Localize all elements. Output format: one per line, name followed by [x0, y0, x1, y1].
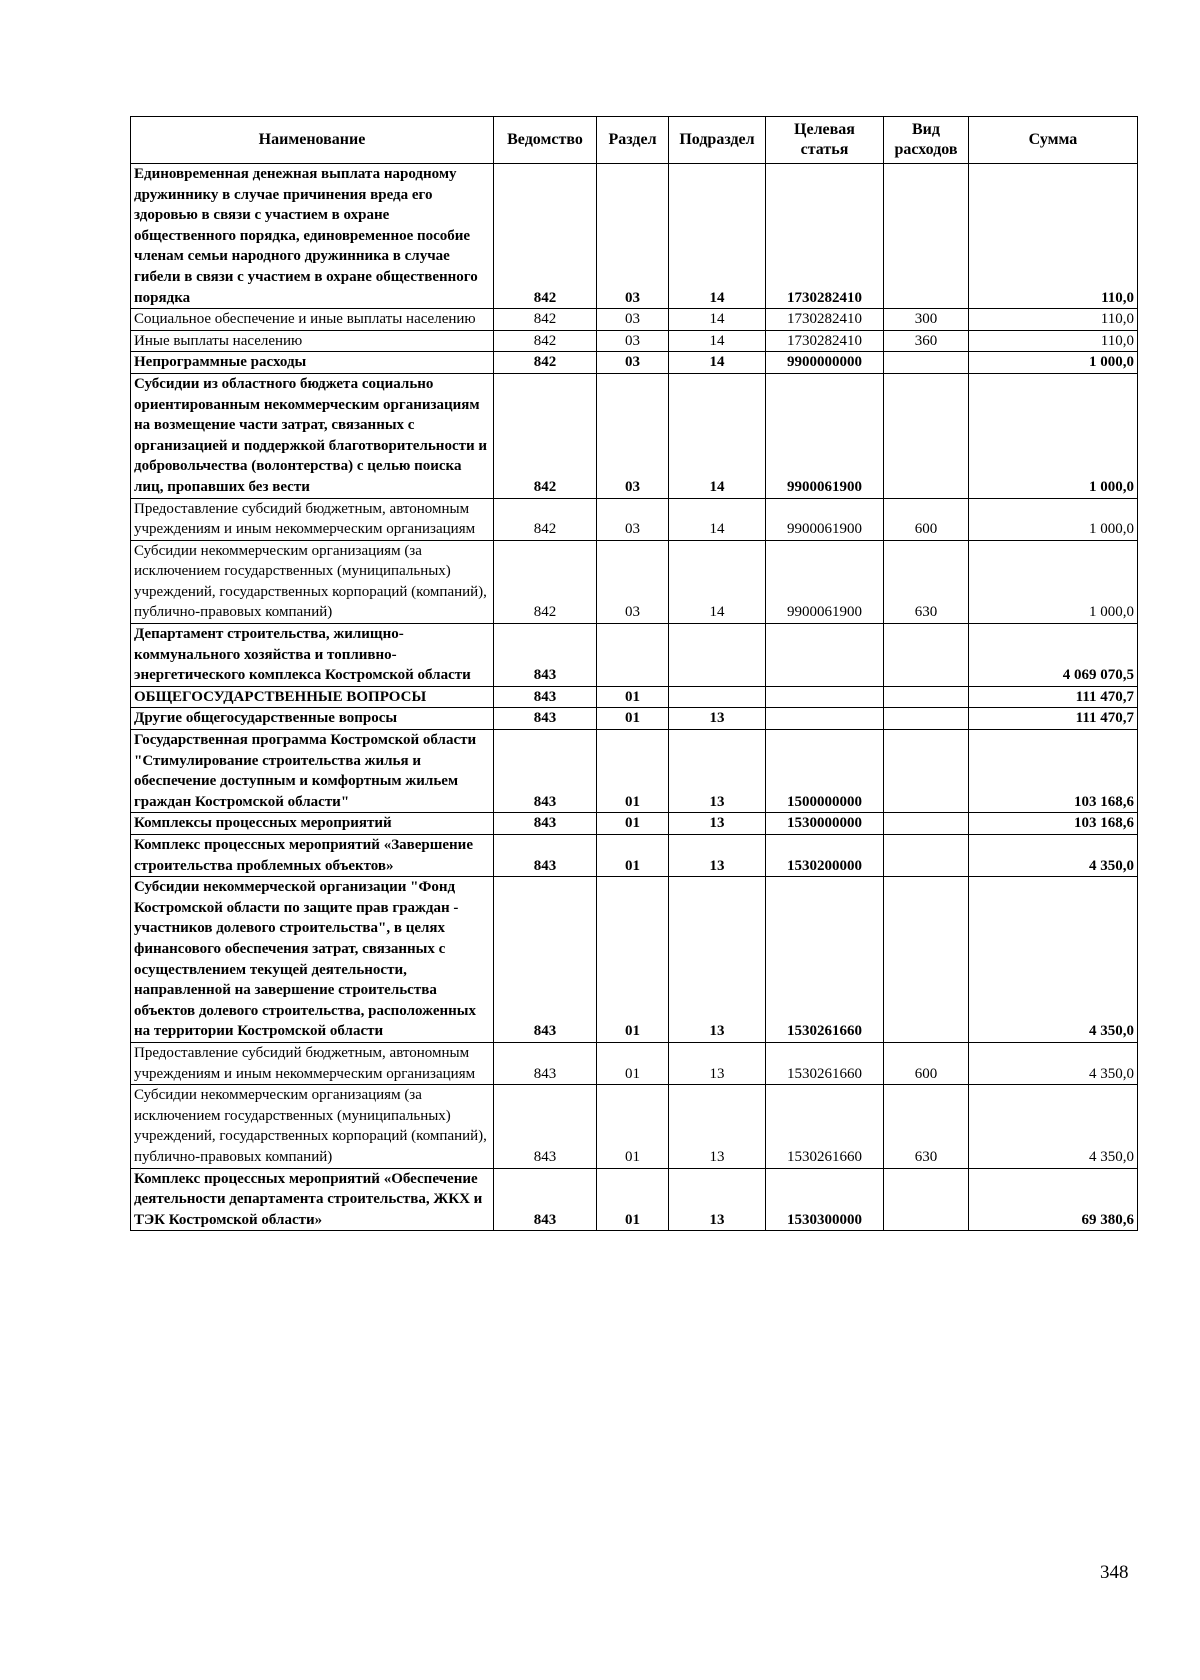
cell-type: [884, 352, 969, 374]
cell-name: Предоставление субсидий бюджетным, автономным учреждениям и иным некоммерческим организациям: [131, 498, 494, 540]
cell-sum: 111 470,7: [969, 708, 1138, 730]
cell-dept: 842: [494, 498, 597, 540]
cell-name: Комплекс процессных мероприятий «Обеспечение деятельности департамента строительства, ЖКХ и ТЭК Костромской области»: [131, 1168, 494, 1231]
cell-target: 9900000000: [766, 352, 884, 374]
cell-subsection: 14: [669, 164, 766, 309]
table-row: [131, 1085, 1138, 1168]
table-row: [131, 1168, 1138, 1231]
cell-dept: 843: [494, 1168, 597, 1231]
table-body: [131, 164, 1138, 1231]
budget-table: [130, 116, 1138, 1231]
cell-dept: 842: [494, 352, 597, 374]
cell-subsection: 14: [669, 540, 766, 623]
cell-name: Субсидии некоммерческой организации "Фонд Костромской области по защите прав граждан - участников долевого строительства", в целях финансового обеспечения затрат, связанных с осуществлением текущей деятельности, направленной на завершение строительства объектов долевого строительства, расположенных на территории Костромской области: [131, 877, 494, 1043]
cell-name: Социальное обеспечение и иные выплаты населению: [131, 309, 494, 331]
cell-section: 01: [597, 1168, 669, 1231]
cell-target: 1530000000: [766, 813, 884, 835]
cell-dept: 843: [494, 686, 597, 708]
cell-sum: 4 350,0: [969, 877, 1138, 1043]
cell-subsection: 13: [669, 813, 766, 835]
table-row: [131, 708, 1138, 730]
cell-name: Государственная программа Костромской области "Стимулирование строительства жилья и обеспечение доступным и комфортным жильем граждан Костромской области": [131, 730, 494, 813]
cell-section: 01: [597, 1085, 669, 1168]
cell-name: Непрограммные расходы: [131, 352, 494, 374]
cell-section: [597, 624, 669, 687]
cell-type: [884, 164, 969, 309]
cell-section: 03: [597, 498, 669, 540]
table-row: [131, 813, 1138, 835]
cell-target: 9900061900: [766, 373, 884, 498]
cell-section: 01: [597, 877, 669, 1043]
cell-sum: 69 380,6: [969, 1168, 1138, 1231]
cell-sum: 1 000,0: [969, 373, 1138, 498]
cell-section: 01: [597, 813, 669, 835]
cell-target: 1730282410: [766, 330, 884, 352]
cell-subsection: 14: [669, 498, 766, 540]
header-section: Раздел: [597, 117, 669, 164]
table-row: [131, 686, 1138, 708]
cell-type: 600: [884, 498, 969, 540]
cell-sum: 1 000,0: [969, 540, 1138, 623]
cell-subsection: 14: [669, 309, 766, 331]
cell-sum: 1 000,0: [969, 498, 1138, 540]
cell-name: Предоставление субсидий бюджетным, автономным учреждениям и иным некоммерческим организациям: [131, 1042, 494, 1084]
cell-sum: 4 350,0: [969, 1085, 1138, 1168]
cell-name: Субсидии некоммерческим организациям (за исключением государственных (муниципальных) учреждений, государственных корпораций (компаний), публично-правовых компаний): [131, 1085, 494, 1168]
cell-type: 630: [884, 1085, 969, 1168]
cell-subsection: 14: [669, 352, 766, 374]
cell-target: 1730282410: [766, 164, 884, 309]
cell-type: 630: [884, 540, 969, 623]
header-subsection: Подраздел: [669, 117, 766, 164]
header-dept: Ведомство: [494, 117, 597, 164]
cell-section: 01: [597, 1042, 669, 1084]
cell-dept: 843: [494, 835, 597, 877]
cell-section: 03: [597, 352, 669, 374]
cell-dept: 842: [494, 540, 597, 623]
cell-section: 01: [597, 835, 669, 877]
cell-subsection: 13: [669, 1085, 766, 1168]
cell-dept: 843: [494, 708, 597, 730]
cell-type: [884, 1168, 969, 1231]
table-row: [131, 352, 1138, 374]
table-row: [131, 730, 1138, 813]
cell-subsection: 14: [669, 330, 766, 352]
cell-sum: 111 470,7: [969, 686, 1138, 708]
header-name: Наименование: [131, 117, 494, 164]
cell-name: Субсидии из областного бюджета социально ориентированным некоммерческим организациям на возмещение части затрат, связанных с организацией и поддержкой благотворительности и добровольчества (волонтерства) с целью поиска лиц, пропавших без вести: [131, 373, 494, 498]
cell-sum: 4 350,0: [969, 835, 1138, 877]
cell-type: 600: [884, 1042, 969, 1084]
cell-section: 03: [597, 373, 669, 498]
cell-target: 1730282410: [766, 309, 884, 331]
cell-target: 9900061900: [766, 498, 884, 540]
cell-type: [884, 624, 969, 687]
cell-name: Департамент строительства, жилищно-коммунального хозяйства и топливно-энергетического комплекса Костромской области: [131, 624, 494, 687]
cell-sum: 110,0: [969, 330, 1138, 352]
cell-subsection: 13: [669, 730, 766, 813]
cell-section: 03: [597, 309, 669, 331]
cell-name: Единовременная денежная выплата народному дружиннику в случае причинения вреда его здоровью в связи с участием в охране общественного порядка, единовременное пособие членам семьи народного дружинника в случае гибели в связи с участием в охране общественного порядка: [131, 164, 494, 309]
cell-name: Иные выплаты населению: [131, 330, 494, 352]
cell-target: 1530200000: [766, 835, 884, 877]
cell-sum: 103 168,6: [969, 730, 1138, 813]
cell-dept: 843: [494, 730, 597, 813]
cell-dept: 843: [494, 1042, 597, 1084]
table-row: [131, 1042, 1138, 1084]
cell-section: 01: [597, 708, 669, 730]
cell-subsection: 13: [669, 877, 766, 1043]
cell-dept: 843: [494, 624, 597, 687]
header-type: Вид расходов: [884, 117, 969, 164]
page-number: 348: [1100, 1562, 1129, 1583]
table-row: [131, 164, 1138, 309]
cell-subsection: 14: [669, 373, 766, 498]
cell-sum: 110,0: [969, 309, 1138, 331]
cell-target: [766, 708, 884, 730]
cell-subsection: 13: [669, 1168, 766, 1231]
cell-target: 1500000000: [766, 730, 884, 813]
cell-subsection: 13: [669, 708, 766, 730]
cell-type: 360: [884, 330, 969, 352]
cell-target: 1530261660: [766, 1042, 884, 1084]
cell-target: 1530300000: [766, 1168, 884, 1231]
header-sum: Сумма: [969, 117, 1138, 164]
cell-target: 1530261660: [766, 877, 884, 1043]
cell-type: 300: [884, 309, 969, 331]
table-row: [131, 624, 1138, 687]
cell-subsection: 13: [669, 1042, 766, 1084]
cell-type: [884, 877, 969, 1043]
table-row: [131, 877, 1138, 1043]
table-row: [131, 540, 1138, 623]
cell-section: 03: [597, 540, 669, 623]
header-target: Целевая статья: [766, 117, 884, 164]
cell-target: 9900061900: [766, 540, 884, 623]
cell-sum: 4 350,0: [969, 1042, 1138, 1084]
cell-dept: 842: [494, 309, 597, 331]
table-header-row: [131, 117, 1138, 164]
cell-sum: 1 000,0: [969, 352, 1138, 374]
cell-type: [884, 813, 969, 835]
cell-name: Субсидии некоммерческим организациям (за исключением государственных (муниципальных) учреждений, государственных корпораций (компаний), публично-правовых компаний): [131, 540, 494, 623]
table-row: [131, 330, 1138, 352]
cell-sum: 110,0: [969, 164, 1138, 309]
cell-type: [884, 708, 969, 730]
cell-section: 01: [597, 686, 669, 708]
cell-name: Другие общегосударственные вопросы: [131, 708, 494, 730]
cell-type: [884, 835, 969, 877]
cell-dept: 842: [494, 164, 597, 309]
table-row: [131, 498, 1138, 540]
cell-name: Комплекс процессных мероприятий «Завершение строительства проблемных объектов»: [131, 835, 494, 877]
table-row: [131, 309, 1138, 331]
cell-dept: 843: [494, 877, 597, 1043]
cell-section: 03: [597, 164, 669, 309]
cell-sum: 4 069 070,5: [969, 624, 1138, 687]
cell-sum: 103 168,6: [969, 813, 1138, 835]
table-row: [131, 835, 1138, 877]
cell-type: [884, 730, 969, 813]
cell-dept: 843: [494, 813, 597, 835]
cell-subsection: [669, 624, 766, 687]
cell-name: ОБЩЕГОСУДАРСТВЕННЫЕ ВОПРОСЫ: [131, 686, 494, 708]
cell-section: 01: [597, 730, 669, 813]
cell-dept: 843: [494, 1085, 597, 1168]
cell-subsection: [669, 686, 766, 708]
cell-name: Комплексы процессных мероприятий: [131, 813, 494, 835]
cell-type: [884, 686, 969, 708]
table-row: [131, 373, 1138, 498]
cell-dept: 842: [494, 373, 597, 498]
cell-target: [766, 624, 884, 687]
cell-type: [884, 373, 969, 498]
cell-subsection: 13: [669, 835, 766, 877]
cell-dept: 842: [494, 330, 597, 352]
cell-target: 1530261660: [766, 1085, 884, 1168]
cell-section: 03: [597, 330, 669, 352]
cell-target: [766, 686, 884, 708]
